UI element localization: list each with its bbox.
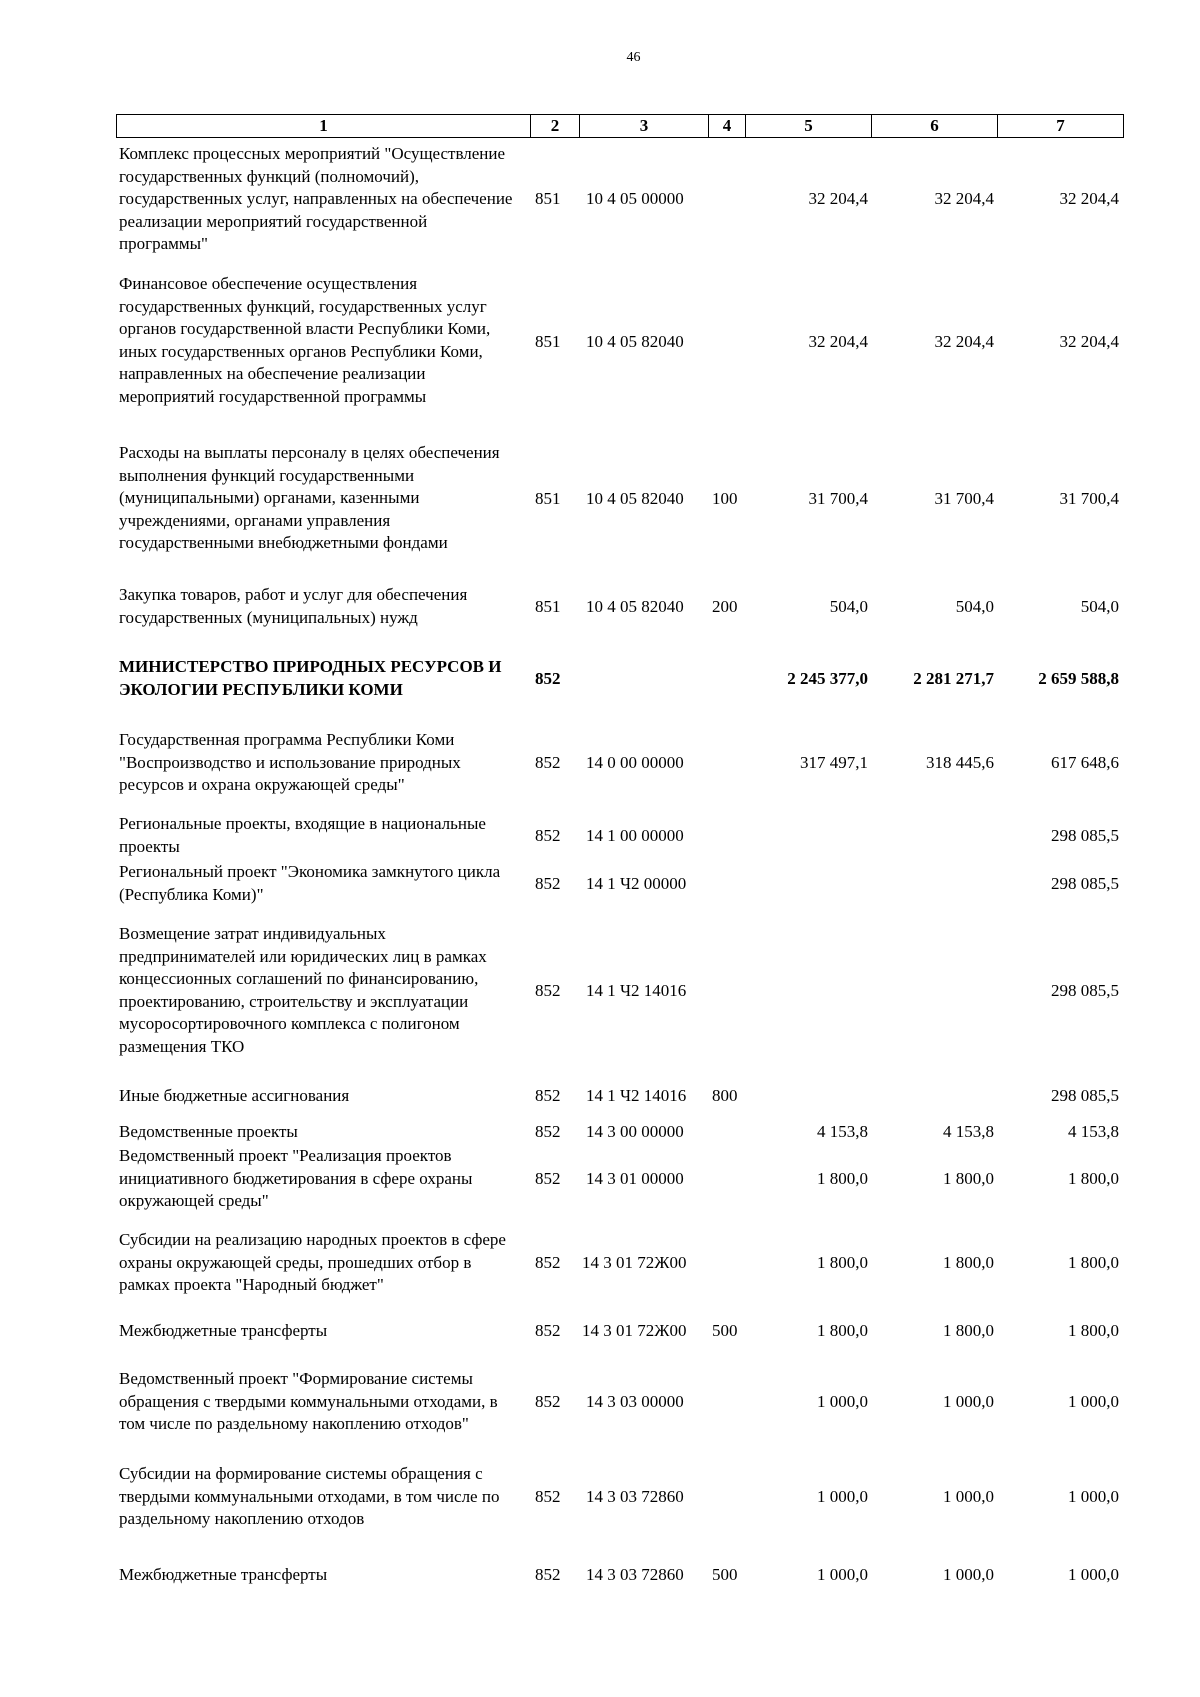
column-header-5: 5	[746, 115, 872, 138]
row-classifier: 10 4 05 82040	[586, 332, 684, 351]
row-value-col6: 1 800,0	[943, 1253, 994, 1272]
row-code: 852	[535, 1122, 561, 1141]
row-value-col7: 2 659 588,8	[1038, 669, 1119, 688]
row-value-col6: 4 153,8	[943, 1122, 994, 1141]
row-code: 852	[535, 1565, 561, 1584]
row-value-col7: 1 800,0	[1068, 1253, 1119, 1272]
row-value-col5: 504,0	[829, 597, 868, 616]
row-code: 852	[535, 981, 561, 1000]
row-expense-type: 200	[712, 597, 738, 616]
row-classifier: 14 3 01 00000	[586, 1169, 684, 1188]
row-value-col6: 504,0	[955, 597, 994, 616]
row-classifier: 14 1 00 00000	[586, 826, 684, 845]
row-value-col6: 1 000,0	[943, 1565, 994, 1584]
row-value-col6: 31 700,4	[934, 489, 994, 508]
row-expense-type: 500	[712, 1321, 738, 1340]
row-value-col7: 32 204,4	[1059, 332, 1119, 351]
page-number: 46	[626, 50, 641, 65]
row-value-col6: 1 800,0	[943, 1169, 994, 1188]
row-classifier: 14 1 Ч2 00000	[586, 874, 687, 893]
row-value-col7: 32 204,4	[1059, 189, 1119, 208]
row-code: 852	[535, 1321, 561, 1340]
row-name: Ведомственный проект "Реализация проектов инициативного бюджетирования в сфере охраны окружающей среды"	[119, 1146, 473, 1211]
row-name: Межбюджетные трансферты	[119, 1565, 328, 1584]
row-name: Государственная программа Республики Коми "Воспроизводство и использование природных ресурсов и охрана окружающей среды"	[119, 730, 461, 795]
row-classifier: 14 0 00 00000	[586, 753, 684, 772]
row-expense-type: 100	[712, 489, 738, 508]
row-name: Комплекс процессных мероприятий "Осуществление государственных функций (полномочий), государственных услуг, направленных на обеспечение реализации мероприятий государственной программы"	[119, 144, 513, 254]
row-value-col5: 4 153,8	[817, 1122, 868, 1141]
row-value-col6: 32 204,4	[934, 332, 994, 351]
row-value-col6: 1 000,0	[943, 1392, 994, 1411]
column-header-3: 3	[580, 115, 709, 138]
row-classifier: 10 4 05 82040	[586, 489, 684, 508]
row-value-col6: 32 204,4	[934, 189, 994, 208]
row-classifier: 14 1 Ч2 14016	[586, 1086, 687, 1105]
column-header-7: 7	[998, 115, 1124, 138]
row-classifier: 14 1 Ч2 14016	[586, 981, 687, 1000]
row-value-col5: 31 700,4	[808, 489, 868, 508]
row-value-col7: 504,0	[1080, 597, 1119, 616]
row-code: 852	[535, 1487, 561, 1506]
row-name: Региональный проект "Экономика замкнутого цикла (Республика Коми)"	[119, 862, 501, 904]
row-code: 852	[535, 753, 561, 772]
row-value-col7: 4 153,8	[1068, 1122, 1119, 1141]
row-code: 852	[535, 1086, 561, 1105]
row-classifier: 14 3 03 00000	[586, 1392, 684, 1411]
row-classifier: 14 3 00 00000	[586, 1122, 684, 1141]
row-value-col5: 1 800,0	[817, 1321, 868, 1340]
row-name: Ведомственный проект "Формирование системы обращения с твердыми коммунальными отходами, в том числе по раздельному накоплению отходов"	[119, 1369, 498, 1434]
row-classifier: 14 3 03 72860	[586, 1565, 684, 1584]
row-value-col7: 298 085,5	[1051, 826, 1119, 845]
row-value-col6: 318 445,6	[926, 753, 994, 772]
row-name: Возмещение затрат индивидуальных предпринимателей или юридических лиц в рамках концессионных соглашений по финансированию, проектированию, строительству и эксплуатации мусоросортировочного комплекса с полигоном размещения ТКО	[119, 924, 487, 1056]
row-value-col5: 1 000,0	[817, 1392, 868, 1411]
column-header-6: 6	[872, 115, 998, 138]
row-value-col6: 1 800,0	[943, 1321, 994, 1340]
row-value-col7: 617 648,6	[1051, 753, 1119, 772]
column-header-4: 4	[709, 115, 746, 138]
row-name: Субсидии на реализацию народных проектов в сфере охраны окружающей среды, прошедших отбор в рамках проекта "Народный бюджет"	[119, 1230, 506, 1295]
column-header-table	[116, 114, 1124, 138]
row-expense-type: 800	[712, 1086, 738, 1105]
row-name: Ведомственные проекты	[119, 1122, 298, 1141]
row-code: 851	[535, 489, 561, 508]
row-name: МИНИСТЕРСТВО ПРИРОДНЫХ РЕСУРСОВ И ЭКОЛОГИИ РЕСПУБЛИКИ КОМИ	[119, 657, 502, 699]
row-value-col7: 298 085,5	[1051, 1086, 1119, 1105]
row-value-col7: 1 800,0	[1068, 1169, 1119, 1188]
row-code: 852	[535, 874, 561, 893]
row-value-col7: 31 700,4	[1059, 489, 1119, 508]
row-value-col5: 317 497,1	[800, 753, 868, 772]
row-value-col5: 1 000,0	[817, 1487, 868, 1506]
row-code: 851	[535, 597, 561, 616]
row-value-col7: 298 085,5	[1051, 981, 1119, 1000]
row-code: 852	[535, 1253, 561, 1272]
row-classifier: 14 3 03 72860	[586, 1487, 684, 1506]
row-code: 852	[535, 1392, 561, 1411]
row-value-col5: 2 245 377,0	[787, 669, 868, 688]
row-name: Закупка товаров, работ и услуг для обеспечения государственных (муниципальных) нужд	[119, 585, 468, 627]
row-value-col7: 298 085,5	[1051, 874, 1119, 893]
row-name: Межбюджетные трансферты	[119, 1321, 328, 1340]
column-header-1: 1	[117, 115, 531, 138]
row-code: 852	[535, 1169, 561, 1188]
row-code: 851	[535, 189, 561, 208]
row-value-col7: 1 000,0	[1068, 1487, 1119, 1506]
row-name: Иные бюджетные ассигнования	[119, 1086, 350, 1105]
row-value-col6: 2 281 271,7	[913, 669, 994, 688]
row-name: Субсидии на формирование системы обращения с твердыми коммунальными отходами, в том числе по раздельному накоплению отходов	[119, 1464, 500, 1529]
row-name: Расходы на выплаты персоналу в целях обеспечения выполнения функций государственными (муниципальными) органами, казенными учреждениями, органами управления государственными внебюджетными фондами	[119, 443, 500, 553]
row-value-col5: 32 204,4	[808, 332, 868, 351]
row-name: Региональные проекты, входящие в национальные проекты	[119, 814, 486, 856]
row-code: 851	[535, 332, 561, 351]
row-value-col7: 1 000,0	[1068, 1565, 1119, 1584]
row-value-col6: 1 000,0	[943, 1487, 994, 1506]
row-code: 852	[535, 826, 561, 845]
row-value-col5: 1 000,0	[817, 1565, 868, 1584]
row-value-col5: 1 800,0	[817, 1169, 868, 1188]
row-value-col7: 1 000,0	[1068, 1392, 1119, 1411]
row-classifier: 10 4 05 82040	[586, 597, 684, 616]
row-classifier: 10 4 05 00000	[586, 189, 684, 208]
row-name: Финансовое обеспечение осуществления государственных функций, государственных услуг органов государственной власти Республики Коми, иных государственных органов Республики Коми, направленных на обеспечение реализации мероприятий государственной программы	[119, 274, 491, 406]
row-value-col7: 1 800,0	[1068, 1321, 1119, 1340]
row-expense-type: 500	[712, 1565, 738, 1584]
column-header-2: 2	[531, 115, 580, 138]
row-value-col5: 1 800,0	[817, 1253, 868, 1272]
row-code: 852	[535, 669, 561, 688]
row-classifier: 14 3 01 72Ж00	[582, 1321, 687, 1340]
row-classifier: 14 3 01 72Ж00	[582, 1253, 687, 1272]
row-value-col5: 32 204,4	[808, 189, 868, 208]
